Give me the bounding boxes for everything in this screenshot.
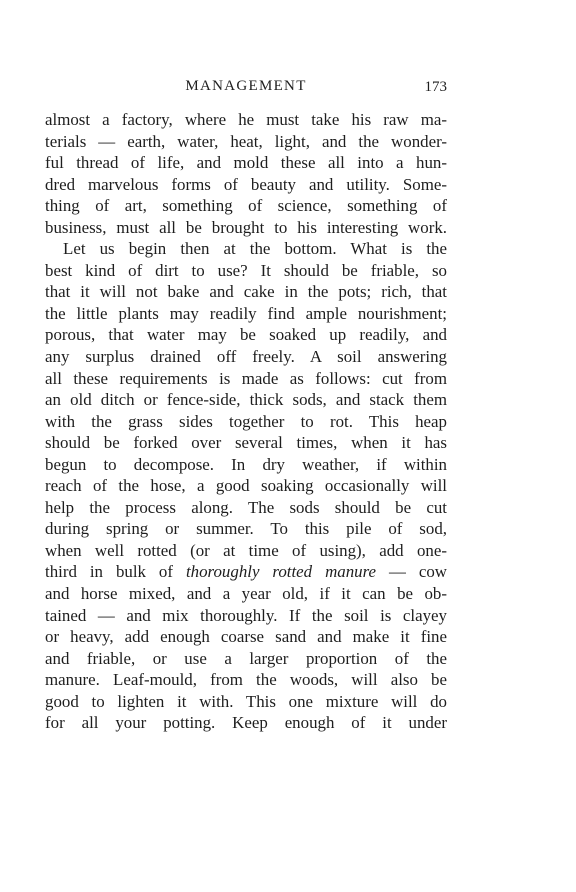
page-header bbox=[45, 78, 447, 100]
text-line: all these requirements is made as follows: cut from bbox=[45, 368, 447, 388]
text-line: porous, that water may be soaked up readily, and bbox=[45, 325, 447, 345]
text-line: that it will not bake and cake in the pots; rich, that bbox=[45, 282, 447, 302]
text-line: or heavy, add enough coarse sand and make it fine bbox=[45, 627, 447, 647]
text-line: should be forked over several times, when it has bbox=[45, 433, 447, 453]
text-line: during spring or summer. To this pile of sod, bbox=[45, 519, 447, 539]
text-line: when well rotted (or at time of using), add one- bbox=[45, 540, 447, 560]
text-line: thing of art, something of science, something of bbox=[45, 196, 447, 216]
text-segment: — cow bbox=[376, 562, 447, 582]
text-line: terials — earth, water, heat, light, and the wonder- bbox=[45, 131, 447, 151]
text-line: reach of the hose, a good soaking occasionally will bbox=[45, 476, 447, 496]
text-line: help the process along. The sods should be cut bbox=[45, 497, 447, 517]
text-line: tained — and mix thoroughly. If the soil is clayey bbox=[45, 605, 447, 625]
text-line: best kind of dirt to use? It should be friable, so bbox=[45, 260, 447, 280]
text-line: for all your potting. Keep enough of it under bbox=[45, 713, 447, 733]
page-number: 173 bbox=[424, 79, 447, 95]
italic-phrase: thoroughly rotted manure bbox=[185, 562, 377, 582]
text-line: begun to decompose. In dry weather, if within bbox=[45, 454, 447, 474]
paragraph-start-line: Let us begin then at the bottom. What is the bbox=[63, 239, 447, 259]
text-line: an old ditch or fence-side, thick sods, and stack them bbox=[45, 390, 447, 410]
text-line: any surplus drained off freely. A soil answering bbox=[45, 347, 447, 367]
text-line: dred marvelous forms of beauty and utility. Some- bbox=[45, 174, 447, 194]
running-title: MANAGEMENT bbox=[185, 78, 307, 94]
text-line: and friable, or use a larger proportion of the bbox=[45, 648, 447, 668]
text-line: good to lighten it with. This one mixture will do bbox=[45, 691, 447, 711]
text-line: and horse mixed, and a year old, if it can be ob- bbox=[45, 584, 447, 604]
text-line: almost a factory, where he must take his raw ma- bbox=[45, 110, 447, 129]
text-line: the little plants may readily find ample nourishment; bbox=[45, 303, 447, 323]
text-segment: third in bulk of bbox=[45, 562, 186, 582]
text-line: ful thread of life, and mold these all into a hun- bbox=[45, 153, 447, 173]
text-line-with-italic bbox=[45, 561, 447, 583]
body-text bbox=[45, 109, 447, 734]
text-line: business, must all be brought to his interesting work. bbox=[45, 217, 447, 237]
text-line: with the grass sides together to rot. This heap bbox=[45, 411, 447, 431]
text-line: manure. Leaf-mould, from the woods, will also be bbox=[45, 670, 447, 690]
